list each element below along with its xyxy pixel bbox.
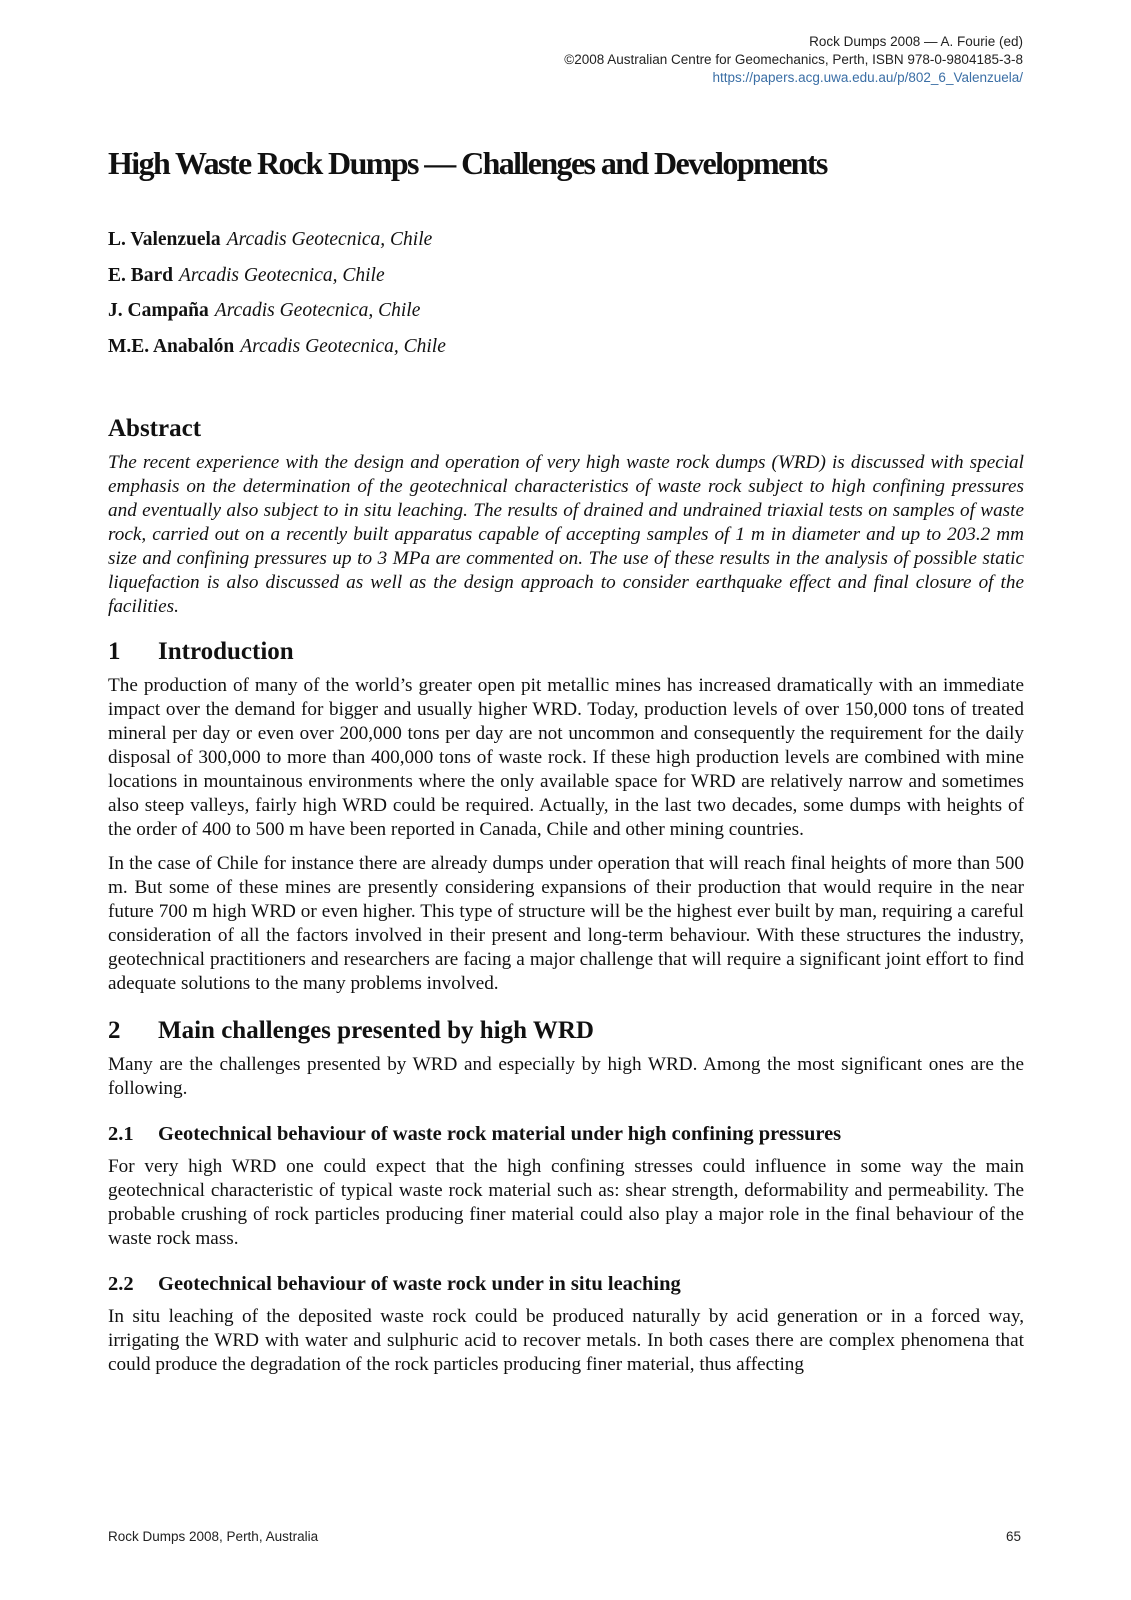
- paper-title: High Waste Rock Dumps — Challenges and Developments: [108, 145, 827, 181]
- author-affiliation: Arcadis Geotecnica, Chile: [214, 300, 421, 321]
- paragraph: In situ leaching of the deposited waste rock could be produced naturally by acid generation or in a forced way, irrigating the WRD with water and sulphuric acid to recover metals. In both cases there are complex phenomena that could produce the degradation of the rock particles producing finer material, thus affecting: [108, 1306, 1024, 1375]
- author-affiliation: Arcadis Geotecnica, Chile: [179, 264, 385, 286]
- paragraph: Many are the challenges presented by WRD and especially by high WRD. Among the most significant ones are the following.: [108, 1054, 1024, 1099]
- running-header: [564, 33, 1023, 87]
- subsection-number: 2.2: [108, 1273, 134, 1295]
- author-name: L. Valenzuela: [108, 229, 221, 250]
- author-entry: [108, 228, 1008, 264]
- section-heading-main-challenges: [108, 1016, 1024, 1046]
- author-name: J. Campaña: [108, 300, 209, 321]
- section-number: 2: [108, 1017, 121, 1044]
- page-number: 65: [1005, 1529, 1021, 1544]
- author-affiliation: Arcadis Geotecnica, Chile: [226, 229, 433, 250]
- paper-body: [108, 414, 1024, 1387]
- section-heading-introduction: [108, 637, 1024, 667]
- section-number: 1: [108, 638, 121, 665]
- subsection-title: Geotechnical behaviour of waste rock material under high confining pressures: [158, 1123, 842, 1145]
- author-name: E. Bard: [108, 264, 174, 286]
- header-copyright: ©2008 Australian Centre for Geomechanics, Perth, ISBN 978-0-9804185-3-8: [564, 52, 1023, 67]
- subsection-heading-confining-pressures: [108, 1121, 1024, 1147]
- subsection-number: 2.1: [108, 1123, 134, 1145]
- author-list: [108, 228, 1008, 370]
- header-proceedings: Rock Dumps 2008 — A. Fourie (ed): [809, 34, 1023, 49]
- footer-conference: Rock Dumps 2008, Perth, Australia: [108, 1529, 319, 1544]
- section-title: Main challenges presented by high WRD: [158, 1017, 594, 1044]
- author-entry: [108, 264, 1008, 300]
- author-affiliation: Arcadis Geotecnica, Chile: [240, 335, 446, 357]
- author-entry: [108, 299, 1008, 335]
- paragraph: In the case of Chile for instance there are already dumps under operation that will reach final heights of more than 500 m. But some of these mines are presently considering expansions of their production that would require in the near future 700 m high WRD or even higher. This type of structure will be the highest ever built by man, requiring a careful consideration of all the factors involved in their present and long-term behaviour. With these structures the industry, geotechnical practitioners and researchers are facing a major challenge that will require a significant joint effort to find adequate solutions to the many problems involved.: [108, 853, 1024, 994]
- paragraph: The production of many of the world’s greater open pit metallic mines has increased dramatically with an immediate impact over the demand for bigger and usually higher WRD. Today, production levels of over 150,000 tons of treated mineral per day or even over 200,000 tons per day are not uncommon and consequently the requirement for the daily disposal of 300,000 to more than 400,000 tons of waste rock. If these high production levels are combined with mine locations in mountainous environments where the only available space for WRD are relatively narrow and sometimes also steep valleys, fairly high WRD could be required. Actually, in the last two decades, some dumps with heights of the order of 400 to 500 m have been reported in Canada, Chile and other mining countries.: [108, 675, 1024, 840]
- abstract-text: The recent experience with the design and operation of very high waste rock dumps (WRD) is discussed with special emphasis on the determination of the geotechnical characteristics of waste rock subject to high confining pressures and eventually also subject to in situ leaching. The results of drained and undrained triaxial tests on samples of waste rock, carried out on a recently built apparatus capable of accepting samples of 1 m in diameter and up to 203.2 mm size and confining pressures up to 3 MPa are commented on. The use of these results in the analysis of possible static liquefaction is also discussed as well as the design approach to consider earthquake effect and final closure of the facilities.: [108, 452, 1024, 617]
- paragraph: For very high WRD one could expect that the high confining stresses could influence in some way the main geotechnical characteristic of typical waste rock material such as: shear strength, deformability and permeability. The probable crushing of rock particles producing finer material could also play a major role in the final behaviour of the waste rock mass.: [108, 1156, 1024, 1249]
- header-url-link[interactable]: https://papers.acg.uwa.edu.au/p/802_6_Valenzuela/: [712, 70, 1023, 85]
- subsection-heading-in-situ-leaching: [108, 1271, 1024, 1297]
- running-footer: [108, 1529, 1021, 1544]
- subsection-title: Geotechnical behaviour of waste rock under in situ leaching: [158, 1273, 681, 1295]
- abstract-heading: Abstract: [108, 415, 202, 442]
- author-name: M.E. Anabalón: [108, 335, 235, 357]
- author-entry: [108, 335, 1008, 371]
- section-title: Introduction: [158, 638, 294, 665]
